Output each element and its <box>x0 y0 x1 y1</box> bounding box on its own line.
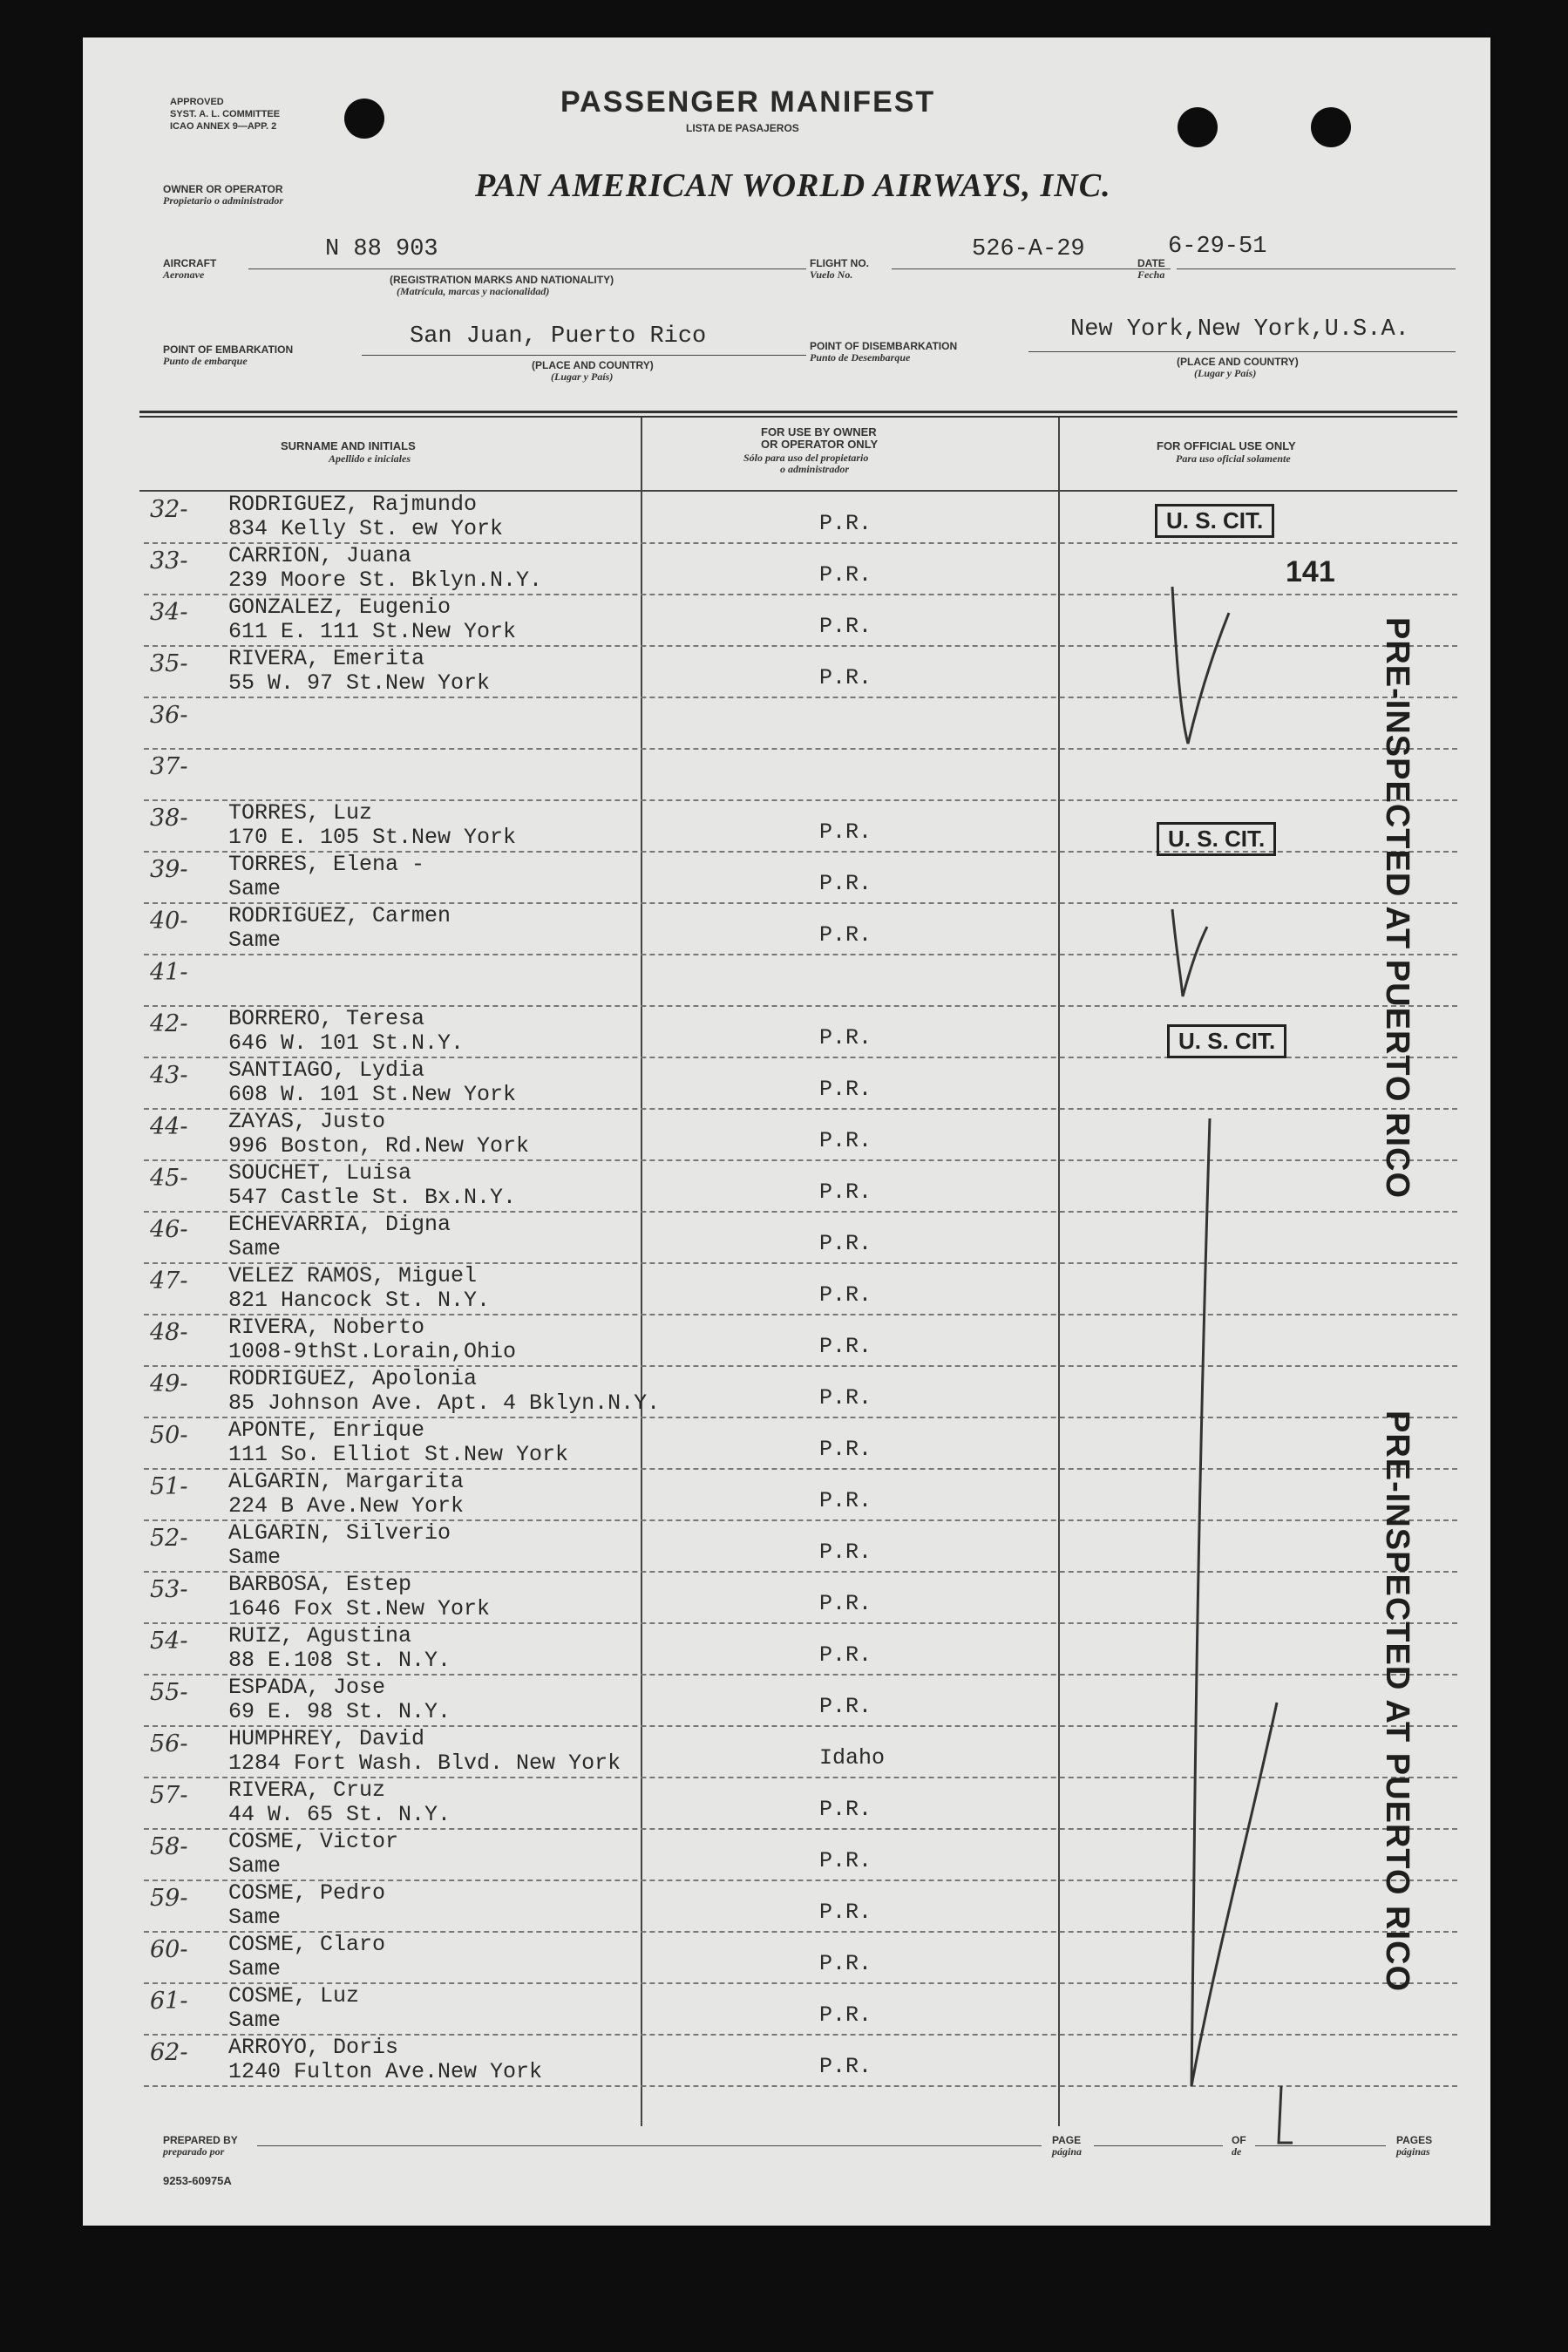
operator-note: P.R. <box>819 614 872 639</box>
prepared-label-es: preparado por <box>163 2145 225 2158</box>
row-number: 56- <box>150 1730 188 1757</box>
row-number: 41- <box>150 959 188 986</box>
of-label-es: de <box>1232 2145 1242 2158</box>
operator-note: P.R. <box>819 1488 872 1513</box>
pre-inspected-stamp: PRE-INSPECTED AT PUERTO RICO <box>1379 617 1415 1200</box>
owner-label: OWNER OR OPERATOR <box>163 183 283 195</box>
col-operator-header-2: OR OPERATOR ONLY <box>761 438 879 451</box>
row-number: 34- <box>150 599 188 626</box>
passenger-name: COSME, Pedro <box>228 1880 386 1906</box>
date-label-es: Fecha <box>1137 269 1165 281</box>
operator-note: Idaho <box>819 1745 886 1771</box>
flight-label-es: Vuelo No. <box>810 269 853 281</box>
of-label: OF <box>1232 2134 1246 2146</box>
date-label: DATE <box>1137 257 1165 269</box>
operator-note: P.R. <box>819 819 872 845</box>
row-number: 54- <box>150 1628 188 1655</box>
passenger-name: COSME, Claro <box>228 1932 386 1957</box>
passenger-address: 547 Castle St. Bx.N.Y. <box>228 1185 517 1210</box>
passenger-address: 611 E. 111 St.New York <box>228 619 517 644</box>
passenger-name: APONTE, Enrique <box>228 1417 425 1443</box>
passenger-address: 1240 Fulton Ave.New York <box>228 2059 543 2084</box>
passenger-address: Same <box>228 1545 282 1570</box>
passenger-name: ARROYO, Doris <box>228 2035 399 2060</box>
page-label: PAGE <box>1052 2134 1082 2146</box>
disembark-label-es: Punto de Desembarque <box>810 351 911 364</box>
us-citizen-stamp: U. S. CIT. <box>1167 1024 1286 1058</box>
passenger-address: Same <box>228 928 282 953</box>
passenger-name: ALGARIN, Margarita <box>228 1469 465 1494</box>
row-number: 38- <box>150 805 188 832</box>
passenger-row <box>83 493 1490 544</box>
passenger-name: ALGARIN, Silverio <box>228 1520 451 1546</box>
passenger-name: COSME, Victor <box>228 1829 399 1854</box>
pre-inspected-stamp: PRE-INSPECTED AT PUERTO RICO <box>1379 1411 1415 1993</box>
page-title: PASSENGER MANIFEST <box>560 85 936 119</box>
row-number: 59- <box>150 1885 188 1912</box>
passenger-address: 646 W. 101 St.N.Y. <box>228 1030 465 1056</box>
operator-note: P.R. <box>819 922 872 948</box>
operator-note: P.R. <box>819 1282 872 1308</box>
passenger-name: RODRIGUEZ, Apolonia <box>228 1366 478 1391</box>
passenger-name: TORRES, Luz <box>228 800 373 826</box>
passenger-name: BORRERO, Teresa <box>228 1006 425 1031</box>
operator-note: P.R. <box>819 1077 872 1102</box>
passenger-address: 55 W. 97 St.New York <box>228 670 491 696</box>
passenger-name: TORRES, Elena - <box>228 852 425 877</box>
owner-value: PAN AMERICAN WORLD AIRWAYS, INC. <box>475 167 1111 204</box>
passenger-name: ESPADA, Jose <box>228 1675 386 1700</box>
prepared-label: PREPARED BY <box>163 2134 238 2146</box>
operator-note: P.R. <box>819 562 872 588</box>
passenger-name: GONZALEZ, Eugenio <box>228 595 451 620</box>
passenger-address: 44 W. 65 St. N.Y. <box>228 1802 451 1827</box>
passenger-name: RODRIGUEZ, Rajmundo <box>228 492 478 517</box>
row-number: 62- <box>150 2039 188 2066</box>
us-citizen-stamp: U. S. CIT. <box>1155 504 1274 538</box>
passenger-address: Same <box>228 1956 282 1982</box>
row-number: 49- <box>150 1370 188 1397</box>
operator-note: P.R. <box>819 1540 872 1565</box>
col-official-header: FOR OFFICIAL USE ONLY <box>1157 439 1296 452</box>
aircraft-label-es: Aeronave <box>163 269 205 281</box>
operator-note: P.R. <box>819 871 872 896</box>
operator-note: P.R. <box>819 1128 872 1153</box>
col-operator-header: FOR USE BY OWNER <box>761 425 877 438</box>
owner-label-es: Propietario o administrador <box>163 194 284 207</box>
pages-label: PAGES <box>1396 2134 1433 2146</box>
embark-label-es: Punto de embarque <box>163 355 248 367</box>
passenger-address: 608 W. 101 St.New York <box>228 1082 517 1107</box>
passenger-name: RODRIGUEZ, Carmen <box>228 903 451 928</box>
pages-label-es: páginas <box>1396 2145 1430 2158</box>
operator-note: P.R. <box>819 1437 872 1462</box>
row-number: 58- <box>150 1833 188 1860</box>
row-number: 39- <box>150 856 188 883</box>
row-number: 61- <box>150 1988 188 2015</box>
passenger-address: Same <box>228 2008 282 2033</box>
flight-value: 526-A-29 <box>972 236 1085 262</box>
passenger-name: VELEZ RAMOS, Miguel <box>228 1263 478 1288</box>
row-number: 46- <box>150 1216 188 1243</box>
passenger-address: 88 E.108 St. N.Y. <box>228 1648 451 1673</box>
approval-line: SYST. A. L. COMMITTEE <box>170 109 281 119</box>
row-number: 50- <box>150 1422 188 1449</box>
operator-note: P.R. <box>819 511 872 536</box>
operator-note: P.R. <box>819 1179 872 1205</box>
row-number: 51- <box>150 1473 188 1500</box>
passenger-address: 996 Boston, Rd.New York <box>228 1133 530 1159</box>
col-official-header-es: Para uso oficial solamente <box>1176 452 1291 465</box>
page-title-es: LISTA DE PASAJEROS <box>686 122 799 134</box>
approval-line: APPROVED <box>170 97 224 107</box>
passenger-name: RIVERA, Emerita <box>228 646 425 671</box>
passenger-address: 69 E. 98 St. N.Y. <box>228 1699 451 1724</box>
operator-note: P.R. <box>819 1231 872 1256</box>
approval-line: ICAO ANNEX 9—APP. 2 <box>170 121 277 132</box>
row-number: 44- <box>150 1113 188 1140</box>
aircraft-label: AIRCRAFT <box>163 257 217 269</box>
operator-note: P.R. <box>819 1951 872 1976</box>
operator-note: P.R. <box>819 1694 872 1719</box>
flight-label: FLIGHT NO. <box>810 257 869 269</box>
passenger-address: 224 B Ave.New York <box>228 1493 465 1519</box>
operator-note: P.R. <box>819 2002 872 2028</box>
disembark-label: POINT OF DISEMBARKATION <box>810 340 958 352</box>
row-number: 52- <box>150 1525 188 1552</box>
count-annotation: 141 <box>1286 555 1335 588</box>
passenger-name: COSME, Luz <box>228 1983 360 2009</box>
row-number: 37- <box>150 753 188 780</box>
row-number: 48- <box>150 1319 188 1346</box>
row-number: 57- <box>150 1782 188 1809</box>
passenger-name: RUIZ, Agustina <box>228 1623 412 1648</box>
row-number: 60- <box>150 1936 188 1963</box>
passenger-address: 1646 Fox St.New York <box>228 1596 491 1621</box>
passenger-name: SOUCHET, Luisa <box>228 1160 412 1186</box>
form-number: 9253-60975A <box>163 2174 232 2187</box>
row-number: 42- <box>150 1010 188 1037</box>
row-number: 55- <box>150 1679 188 1706</box>
passenger-address: Same <box>228 1905 282 1930</box>
row-number: 43- <box>150 1062 188 1089</box>
passenger-name: SANTIAGO, Lydia <box>228 1057 425 1083</box>
operator-note: P.R. <box>819 1385 872 1411</box>
manifest-sheet <box>83 37 1490 2226</box>
operator-note: P.R. <box>819 665 872 690</box>
col-operator-header-es-2: o administrador <box>780 463 850 475</box>
place-caption-2: (PLACE AND COUNTRY) <box>1177 356 1299 368</box>
punch-hole <box>344 99 384 139</box>
punch-hole <box>1311 107 1351 147</box>
place-caption: (PLACE AND COUNTRY) <box>532 359 654 371</box>
passenger-address: Same <box>228 1853 282 1879</box>
row-number: 33- <box>150 547 188 574</box>
page-label-es: página <box>1052 2145 1083 2158</box>
row-number: 45- <box>150 1165 188 1192</box>
passenger-address: 85 Johnson Ave. Apt. 4 Bklyn.N.Y. <box>228 1390 661 1416</box>
row-number: 47- <box>150 1268 188 1295</box>
passenger-name: RIVERA, Noberto <box>228 1315 425 1340</box>
date-value: 6-29-51 <box>1168 234 1267 260</box>
passenger-name: HUMPHREY, David <box>228 1726 425 1751</box>
embark-label: POINT OF EMBARKATION <box>163 343 294 356</box>
col-surname-header-es: Apellido e iniciales <box>329 452 411 465</box>
place-caption-es-2: (Lugar y País) <box>1194 367 1257 379</box>
operator-note: P.R. <box>819 1797 872 1822</box>
passenger-address: 111 So. Elliot St.New York <box>228 1442 569 1467</box>
passenger-address: 834 Kelly St. ew York <box>228 516 504 541</box>
passenger-address: 1284 Fort Wash. Blvd. New York <box>228 1750 621 1776</box>
passenger-name: ECHEVARRIA, Digna <box>228 1212 451 1237</box>
passenger-address: Same <box>228 1236 282 1261</box>
passenger-address: 821 Hancock St. N.Y. <box>228 1288 491 1313</box>
row-number: 35- <box>150 650 188 677</box>
operator-note: P.R. <box>819 1900 872 1925</box>
operator-note: P.R. <box>819 2054 872 2079</box>
row-number: 36- <box>150 702 188 729</box>
operator-note: P.R. <box>819 1591 872 1616</box>
row-number: 40- <box>150 907 188 935</box>
registration-caption: (REGISTRATION MARKS AND NATIONALITY) <box>390 274 614 286</box>
passenger-address: 239 Moore St. Bklyn.N.Y. <box>228 568 543 593</box>
col-surname-header: SURNAME AND INITIALS <box>281 439 416 452</box>
checkmark-strokes <box>1085 561 1303 2156</box>
passenger-name: BARBOSA, Estep <box>228 1572 412 1597</box>
registration-caption-es: (Matrícula, marcas y nacionalidad) <box>397 285 550 297</box>
place-caption-es: (Lugar y País) <box>551 370 614 383</box>
passenger-name: ZAYAS, Justo <box>228 1109 386 1134</box>
row-number: 53- <box>150 1576 188 1603</box>
operator-note: P.R. <box>819 1848 872 1873</box>
punch-hole <box>1178 107 1218 147</box>
passenger-address: 1008-9thSt.Lorain,Ohio <box>228 1339 517 1364</box>
passenger-name: CARRION, Juana <box>228 543 412 568</box>
disembark-value: New York,New York,U.S.A. <box>1070 316 1409 343</box>
passenger-address: 170 E. 105 St.New York <box>228 825 517 850</box>
passenger-name: RIVERA, Cruz <box>228 1778 386 1803</box>
us-citizen-stamp: U. S. CIT. <box>1157 822 1276 856</box>
embark-value: San Juan, Puerto Rico <box>410 323 707 350</box>
passenger-address: Same <box>228 876 282 901</box>
operator-note: P.R. <box>819 1025 872 1050</box>
operator-note: P.R. <box>819 1334 872 1359</box>
operator-note: P.R. <box>819 1642 872 1668</box>
aircraft-value: N 88 903 <box>325 236 438 262</box>
row-number: 32- <box>150 496 188 523</box>
col-operator-header-es: Sólo para uso del propietario <box>743 452 869 464</box>
